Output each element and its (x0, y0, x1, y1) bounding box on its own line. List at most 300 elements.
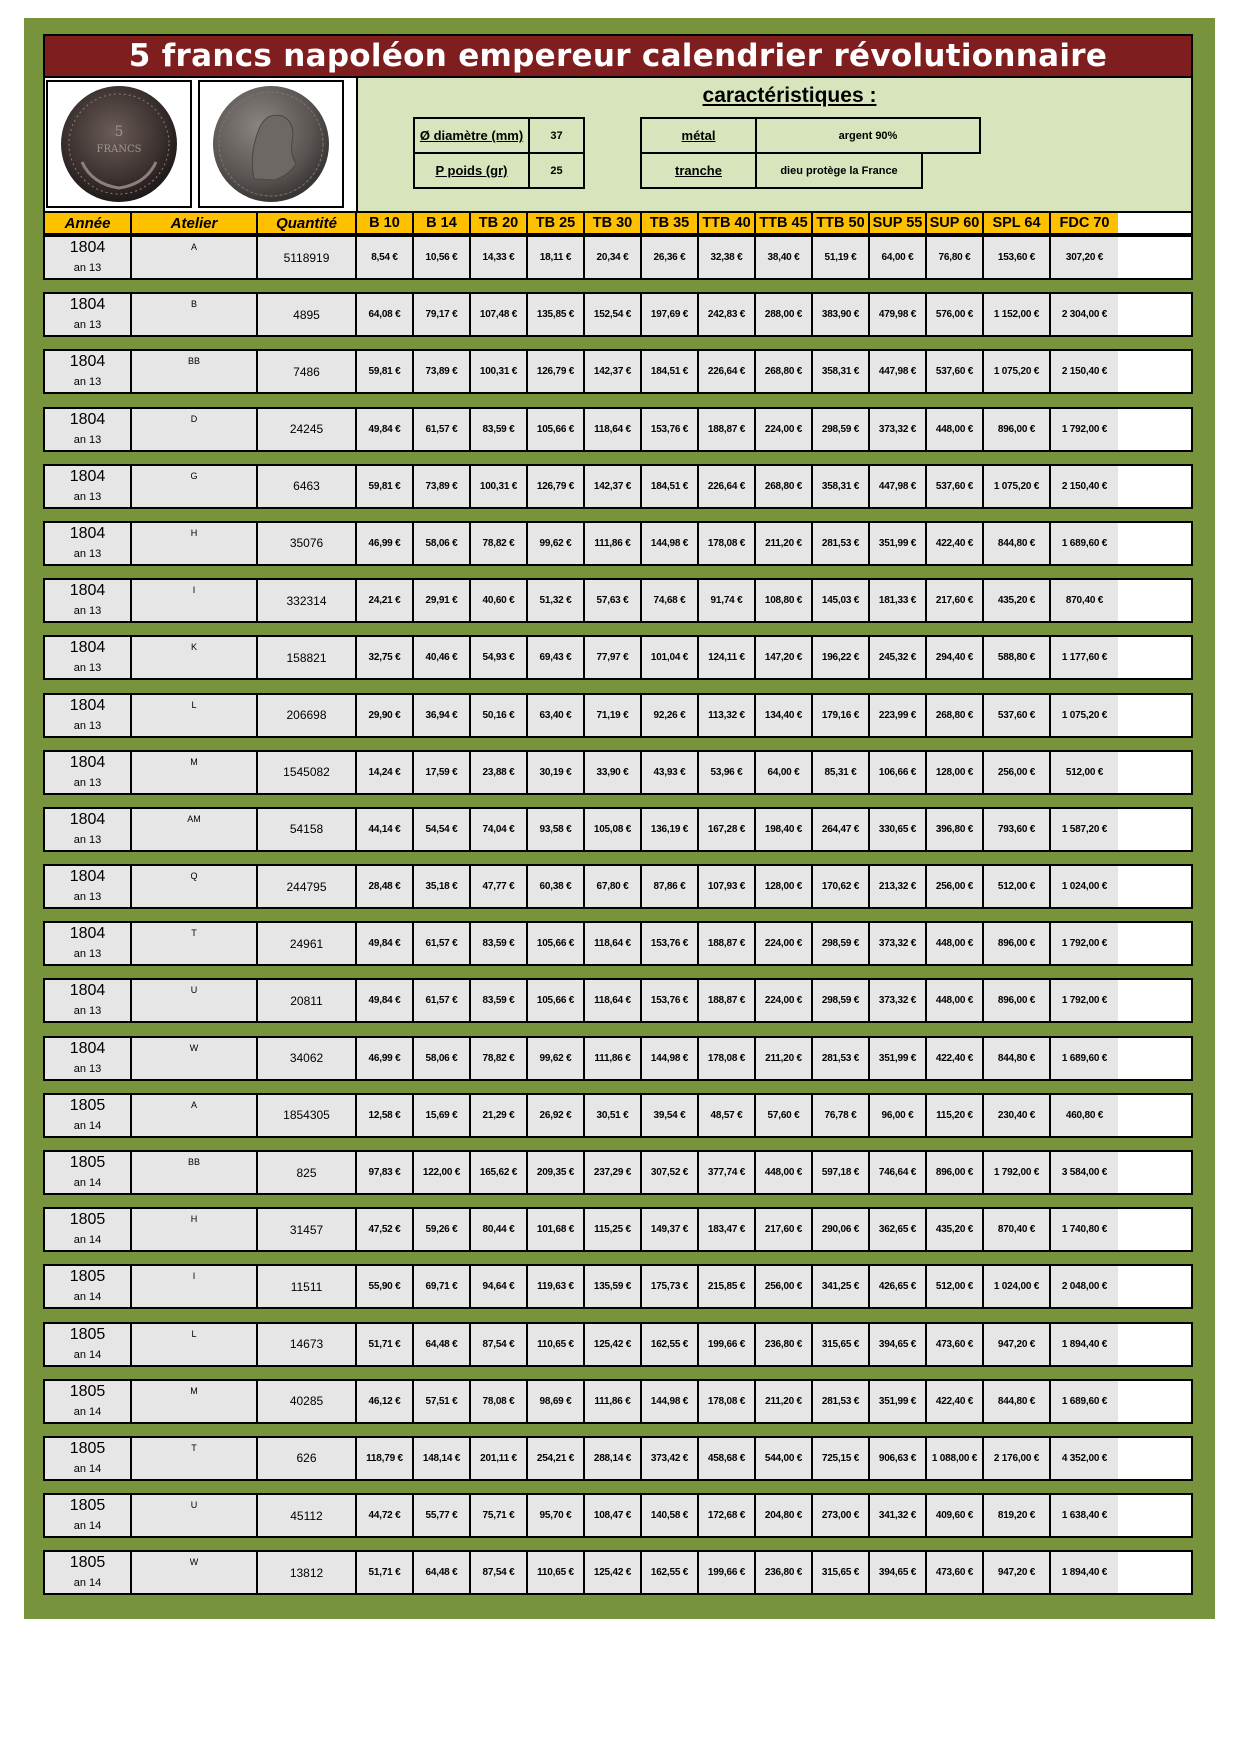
price-cell: 394,65 € (870, 1552, 927, 1593)
price-cell: 162,55 € (642, 1552, 699, 1593)
year-cell (45, 923, 132, 964)
quantity-cell: 34062 (258, 1038, 357, 1079)
table-row (43, 978, 1193, 1023)
price-cell: 307,20 € (1051, 237, 1118, 278)
mint-cell: BB (132, 1152, 258, 1193)
table-row (43, 807, 1193, 852)
year-cell (45, 1152, 132, 1193)
year-value: 1804 (69, 410, 106, 428)
price-cell: 224,00 € (756, 923, 813, 964)
revolutionary-year: an 13 (73, 891, 102, 904)
price-cell: 35,18 € (414, 866, 471, 907)
price-cell: 134,40 € (756, 695, 813, 736)
price-cell: 38,40 € (756, 237, 813, 278)
column-header: TTB 45 (756, 213, 813, 233)
price-cell: 15,69 € (414, 1095, 471, 1136)
price-cell: 153,76 € (642, 409, 699, 450)
price-cell: 184,51 € (642, 351, 699, 392)
price-cell: 1 792,00 € (1051, 409, 1118, 450)
year-cell (45, 351, 132, 392)
year-cell (45, 466, 132, 507)
price-cell: 245,32 € (870, 637, 927, 678)
price-cell: 97,83 € (357, 1152, 414, 1193)
price-cell: 199,66 € (699, 1552, 756, 1593)
price-cell: 93,58 € (528, 809, 585, 850)
price-cell: 197,69 € (642, 294, 699, 335)
mint-cell: L (132, 695, 258, 736)
price-cell: 224,00 € (756, 409, 813, 450)
price-cell: 8,54 € (357, 237, 414, 278)
metal-value: argent 90% (838, 129, 898, 142)
mint-cell: W (132, 1552, 258, 1593)
mint-cell: I (132, 1266, 258, 1307)
year-value: 1804 (69, 696, 106, 714)
price-cell: 95,70 € (528, 1495, 585, 1536)
quantity-cell: 7486 (258, 351, 357, 392)
price-cell: 105,66 € (528, 409, 585, 450)
revolutionary-year: an 13 (73, 948, 102, 961)
table-row (43, 1150, 1193, 1195)
revolutionary-year: an 14 (73, 1291, 102, 1304)
year-value: 1804 (69, 524, 106, 542)
price-cell: 896,00 € (984, 980, 1051, 1021)
page-frame (24, 18, 1215, 1619)
price-cell: 76,80 € (927, 237, 984, 278)
column-header: TB 30 (585, 213, 642, 233)
quantity-cell: 825 (258, 1152, 357, 1193)
price-cell: 118,79 € (357, 1438, 414, 1479)
price-table (43, 235, 1193, 1595)
price-cell: 47,77 € (471, 866, 528, 907)
quantity-cell: 24961 (258, 923, 357, 964)
price-cell: 544,00 € (756, 1438, 813, 1479)
price-cell: 184,51 € (642, 466, 699, 507)
price-cell: 122,00 € (414, 1152, 471, 1193)
year-cell (45, 1209, 132, 1250)
price-cell: 44,14 € (357, 809, 414, 850)
mint-cell: A (132, 237, 258, 278)
mint-cell: T (132, 923, 258, 964)
year-value: 1805 (69, 1497, 106, 1515)
price-cell: 87,54 € (471, 1324, 528, 1365)
year-cell (45, 1381, 132, 1422)
mint-cell: M (132, 1381, 258, 1422)
price-cell: 165,62 € (471, 1152, 528, 1193)
price-cell: 2 150,40 € (1051, 466, 1118, 507)
price-cell: 896,00 € (984, 923, 1051, 964)
price-sheet (43, 34, 1193, 1595)
price-cell: 211,20 € (756, 523, 813, 564)
price-cell: 188,87 € (699, 980, 756, 1021)
price-cell: 358,31 € (813, 466, 870, 507)
price-cell: 341,25 € (813, 1266, 870, 1307)
year-value: 1804 (69, 639, 106, 657)
price-cell: 20,34 € (585, 237, 642, 278)
price-cell: 142,37 € (585, 466, 642, 507)
price-cell: 142,37 € (585, 351, 642, 392)
revolutionary-year: an 13 (73, 605, 102, 618)
price-cell: 4 352,00 € (1051, 1438, 1118, 1479)
price-cell: 46,12 € (357, 1381, 414, 1422)
price-cell: 351,99 € (870, 1038, 927, 1079)
column-header: SPL 64 (984, 213, 1051, 233)
price-cell: 264,47 € (813, 809, 870, 850)
mint-cell: Q (132, 866, 258, 907)
quantity-cell: 45112 (258, 1495, 357, 1536)
price-cell: 3 584,00 € (1051, 1152, 1118, 1193)
price-cell: 281,53 € (813, 1038, 870, 1079)
price-cell: 448,00 € (927, 980, 984, 1021)
year-value: 1805 (69, 1325, 106, 1343)
year-value: 1804 (69, 810, 106, 828)
price-cell: 307,52 € (642, 1152, 699, 1193)
price-cell: 54,93 € (471, 637, 528, 678)
price-cell: 315,65 € (813, 1324, 870, 1365)
price-cell: 107,48 € (471, 294, 528, 335)
price-cell: 69,43 € (528, 637, 585, 678)
price-cell: 1 177,60 € (1051, 637, 1118, 678)
coin-reverse-photo (198, 80, 344, 208)
price-cell: 144,98 € (642, 1038, 699, 1079)
characteristics-heading: caractéristiques : (702, 84, 877, 107)
year-cell (45, 523, 132, 564)
mint-cell: A (132, 1095, 258, 1136)
table-row (43, 1093, 1193, 1138)
price-cell: 144,98 € (642, 523, 699, 564)
revolutionary-year: an 14 (73, 1348, 102, 1361)
mint-cell: W (132, 1038, 258, 1079)
price-cell: 14,24 € (357, 752, 414, 793)
price-cell: 1 587,20 € (1051, 809, 1118, 850)
price-cell: 597,18 € (813, 1152, 870, 1193)
year-cell (45, 1095, 132, 1136)
year-cell (45, 752, 132, 793)
price-cell: 447,98 € (870, 351, 927, 392)
price-cell: 115,20 € (927, 1095, 984, 1136)
price-cell: 448,00 € (756, 1152, 813, 1193)
coin-obverse-icon (52, 84, 186, 204)
price-cell: 57,51 € (414, 1381, 471, 1422)
price-cell: 153,60 € (984, 237, 1051, 278)
price-cell: 24,21 € (357, 580, 414, 621)
price-cell: 153,76 € (642, 923, 699, 964)
price-cell: 119,63 € (528, 1266, 585, 1307)
price-cell: 115,25 € (585, 1209, 642, 1250)
quantity-cell: 54158 (258, 809, 357, 850)
table-row (43, 750, 1193, 795)
quantity-cell: 4895 (258, 294, 357, 335)
price-cell: 1 638,40 € (1051, 1495, 1118, 1536)
mint-cell: I (132, 580, 258, 621)
quantity-cell: 20811 (258, 980, 357, 1021)
column-header: SUP 60 (927, 213, 984, 233)
price-cell: 844,80 € (984, 1381, 1051, 1422)
price-cell: 107,93 € (699, 866, 756, 907)
price-cell: 458,68 € (699, 1438, 756, 1479)
price-cell: 105,08 € (585, 809, 642, 850)
price-cell: 67,80 € (585, 866, 642, 907)
mint-cell: U (132, 1495, 258, 1536)
price-cell: 46,99 € (357, 1038, 414, 1079)
price-cell: 78,82 € (471, 523, 528, 564)
price-cell: 183,47 € (699, 1209, 756, 1250)
price-cell: 448,00 € (927, 409, 984, 450)
price-cell: 140,58 € (642, 1495, 699, 1536)
price-cell: 73,89 € (414, 466, 471, 507)
price-cell: 178,08 € (699, 523, 756, 564)
price-cell: 281,53 € (813, 1381, 870, 1422)
price-cell: 51,19 € (813, 237, 870, 278)
price-cell: 473,60 € (927, 1552, 984, 1593)
price-cell: 2 176,00 € (984, 1438, 1051, 1479)
revolutionary-year: an 14 (73, 1405, 102, 1418)
characteristics-panel (356, 78, 1191, 211)
price-cell: 77,97 € (585, 637, 642, 678)
price-cell: 947,20 € (984, 1324, 1051, 1365)
column-header: Quantité (258, 213, 357, 233)
price-cell: 435,20 € (984, 580, 1051, 621)
price-cell: 17,59 € (414, 752, 471, 793)
price-cell: 55,90 € (357, 1266, 414, 1307)
price-cell: 237,29 € (585, 1152, 642, 1193)
price-cell: 128,00 € (756, 866, 813, 907)
table-row (43, 693, 1193, 738)
price-cell: 14,33 € (471, 237, 528, 278)
price-cell: 29,90 € (357, 695, 414, 736)
price-cell: 1 075,20 € (1051, 695, 1118, 736)
price-cell: 170,62 € (813, 866, 870, 907)
diameter-label: Ø diamètre (mm) (415, 119, 530, 152)
price-cell: 108,47 € (585, 1495, 642, 1536)
price-cell: 118,64 € (585, 980, 642, 1021)
quantity-cell: 40285 (258, 1381, 357, 1422)
table-row (43, 521, 1193, 566)
price-cell: 23,88 € (471, 752, 528, 793)
mint-cell: B (132, 294, 258, 335)
price-cell: 947,20 € (984, 1552, 1051, 1593)
price-cell: 113,32 € (699, 695, 756, 736)
quantity-cell: 332314 (258, 580, 357, 621)
price-cell: 377,74 € (699, 1152, 756, 1193)
revolutionary-year: an 13 (73, 662, 102, 675)
revolutionary-year: an 13 (73, 776, 102, 789)
price-cell: 236,80 € (756, 1324, 813, 1365)
price-cell: 1 024,00 € (984, 1266, 1051, 1307)
price-cell: 236,80 € (756, 1552, 813, 1593)
price-cell: 111,86 € (585, 1038, 642, 1079)
revolutionary-year: an 13 (73, 433, 102, 446)
year-value: 1804 (69, 467, 106, 485)
price-cell: 64,08 € (357, 294, 414, 335)
quantity-cell: 13812 (258, 1552, 357, 1593)
price-cell: 256,00 € (927, 866, 984, 907)
price-cell: 51,32 € (528, 580, 585, 621)
price-cell: 298,59 € (813, 923, 870, 964)
table-row (43, 635, 1193, 680)
price-cell: 100,31 € (471, 466, 528, 507)
table-row (43, 1436, 1193, 1481)
table-row (43, 1379, 1193, 1424)
price-cell: 294,40 € (927, 637, 984, 678)
price-cell: 39,54 € (642, 1095, 699, 1136)
table-row (43, 349, 1193, 394)
price-cell: 74,68 € (642, 580, 699, 621)
price-cell: 211,20 € (756, 1381, 813, 1422)
quantity-cell: 11511 (258, 1266, 357, 1307)
price-cell: 362,65 € (870, 1209, 927, 1250)
price-cell: 118,64 € (585, 409, 642, 450)
price-cell: 128,00 € (927, 752, 984, 793)
year-value: 1804 (69, 868, 106, 886)
price-cell: 30,19 € (528, 752, 585, 793)
price-cell: 537,60 € (927, 351, 984, 392)
revolutionary-year: an 14 (73, 1177, 102, 1189)
price-cell: 162,55 € (642, 1324, 699, 1365)
price-cell: 448,00 € (927, 923, 984, 964)
quantity-cell: 24245 (258, 409, 357, 450)
column-header: FDC 70 (1051, 213, 1118, 233)
price-cell: 49,84 € (357, 923, 414, 964)
price-cell: 135,59 € (585, 1266, 642, 1307)
price-cell: 92,26 € (642, 695, 699, 736)
year-cell (45, 580, 132, 621)
price-cell: 254,21 € (528, 1438, 585, 1479)
table-row (43, 292, 1193, 337)
price-cell: 383,90 € (813, 294, 870, 335)
year-cell (45, 1495, 132, 1536)
price-cell: 79,17 € (414, 294, 471, 335)
coin-reverse-icon (204, 84, 338, 204)
price-cell: 46,99 € (357, 523, 414, 564)
revolutionary-year: an 13 (73, 719, 102, 732)
price-cell: 576,00 € (927, 294, 984, 335)
column-header: SUP 55 (870, 213, 927, 233)
price-cell: 409,60 € (927, 1495, 984, 1536)
year-cell (45, 1552, 132, 1593)
price-cell: 105,66 € (528, 980, 585, 1021)
edge-spec (640, 152, 923, 189)
price-cell: 59,81 € (357, 466, 414, 507)
price-cell: 211,20 € (756, 1038, 813, 1079)
column-header: B 14 (414, 213, 471, 233)
price-cell: 746,64 € (870, 1152, 927, 1193)
price-cell: 47,52 € (357, 1209, 414, 1250)
price-cell: 1 689,60 € (1051, 523, 1118, 564)
mint-cell: H (132, 1209, 258, 1250)
price-cell: 288,14 € (585, 1438, 642, 1479)
year-value: 1804 (69, 925, 106, 943)
price-cell: 2 304,00 € (1051, 294, 1118, 335)
price-cell: 281,53 € (813, 523, 870, 564)
column-header: TB 35 (642, 213, 699, 233)
price-cell: 512,00 € (927, 1266, 984, 1307)
mint-cell: M (132, 752, 258, 793)
price-cell: 223,99 € (870, 695, 927, 736)
table-row (43, 1036, 1193, 1081)
price-cell: 1 894,40 € (1051, 1552, 1118, 1593)
price-cell: 298,59 € (813, 980, 870, 1021)
edge-value: dieu protège la France (780, 164, 898, 177)
price-cell: 64,48 € (414, 1552, 471, 1593)
price-cell: 288,00 € (756, 294, 813, 335)
price-cell: 74,04 € (471, 809, 528, 850)
metal-label: métal (642, 119, 757, 152)
table-row (43, 1207, 1193, 1252)
price-cell: 906,63 € (870, 1438, 927, 1479)
price-cell: 26,92 € (528, 1095, 585, 1136)
price-cell: 26,36 € (642, 237, 699, 278)
price-cell: 108,80 € (756, 580, 813, 621)
price-cell: 422,40 € (927, 1038, 984, 1079)
price-cell: 268,80 € (756, 466, 813, 507)
price-cell: 224,00 € (756, 980, 813, 1021)
price-cell: 101,04 € (642, 637, 699, 678)
price-cell: 73,89 € (414, 351, 471, 392)
year-cell (45, 237, 132, 278)
price-cell: 373,42 € (642, 1438, 699, 1479)
price-cell: 61,57 € (414, 409, 471, 450)
price-cell: 83,59 € (471, 409, 528, 450)
year-cell (45, 1324, 132, 1365)
year-value: 1804 (69, 753, 106, 771)
price-cell: 181,33 € (870, 580, 927, 621)
price-cell: 290,06 € (813, 1209, 870, 1250)
year-cell (45, 409, 132, 450)
price-cell: 178,08 € (699, 1381, 756, 1422)
revolutionary-year: an 13 (73, 490, 102, 503)
revolutionary-year: an 13 (73, 833, 102, 846)
price-cell: 178,08 € (699, 1038, 756, 1079)
price-cell: 172,68 € (699, 1495, 756, 1536)
price-cell: 94,64 € (471, 1266, 528, 1307)
price-cell: 2 048,00 € (1051, 1266, 1118, 1307)
year-cell (45, 294, 132, 335)
year-value: 1805 (69, 1268, 106, 1286)
price-cell: 537,60 € (984, 695, 1051, 736)
price-cell: 588,80 € (984, 637, 1051, 678)
price-cell: 49,84 € (357, 409, 414, 450)
year-value: 1805 (69, 1211, 106, 1229)
price-cell: 64,00 € (870, 237, 927, 278)
price-cell: 99,62 € (528, 1038, 585, 1079)
price-cell: 226,64 € (699, 466, 756, 507)
price-cell: 201,11 € (471, 1438, 528, 1479)
quantity-cell: 35076 (258, 523, 357, 564)
price-cell: 460,80 € (1051, 1095, 1118, 1136)
price-cell: 124,11 € (699, 637, 756, 678)
price-cell: 230,40 € (984, 1095, 1051, 1136)
price-cell: 83,59 € (471, 923, 528, 964)
price-cell: 32,38 € (699, 237, 756, 278)
price-cell: 373,32 € (870, 923, 927, 964)
year-value: 1804 (69, 353, 106, 371)
price-cell: 33,90 € (585, 752, 642, 793)
price-cell: 111,86 € (585, 523, 642, 564)
mint-cell: T (132, 1438, 258, 1479)
mint-cell: K (132, 637, 258, 678)
svg-text:FRANCS: FRANCS (96, 144, 142, 155)
price-cell: 125,42 € (585, 1324, 642, 1365)
table-row (43, 1493, 1193, 1538)
price-cell: 53,96 € (699, 752, 756, 793)
price-cell: 10,56 € (414, 237, 471, 278)
price-cell: 100,31 € (471, 351, 528, 392)
price-cell: 844,80 € (984, 1038, 1051, 1079)
price-cell: 1 088,00 € (927, 1438, 984, 1479)
price-cell: 426,65 € (870, 1266, 927, 1307)
quantity-cell: 1545082 (258, 752, 357, 793)
price-cell: 725,15 € (813, 1438, 870, 1479)
